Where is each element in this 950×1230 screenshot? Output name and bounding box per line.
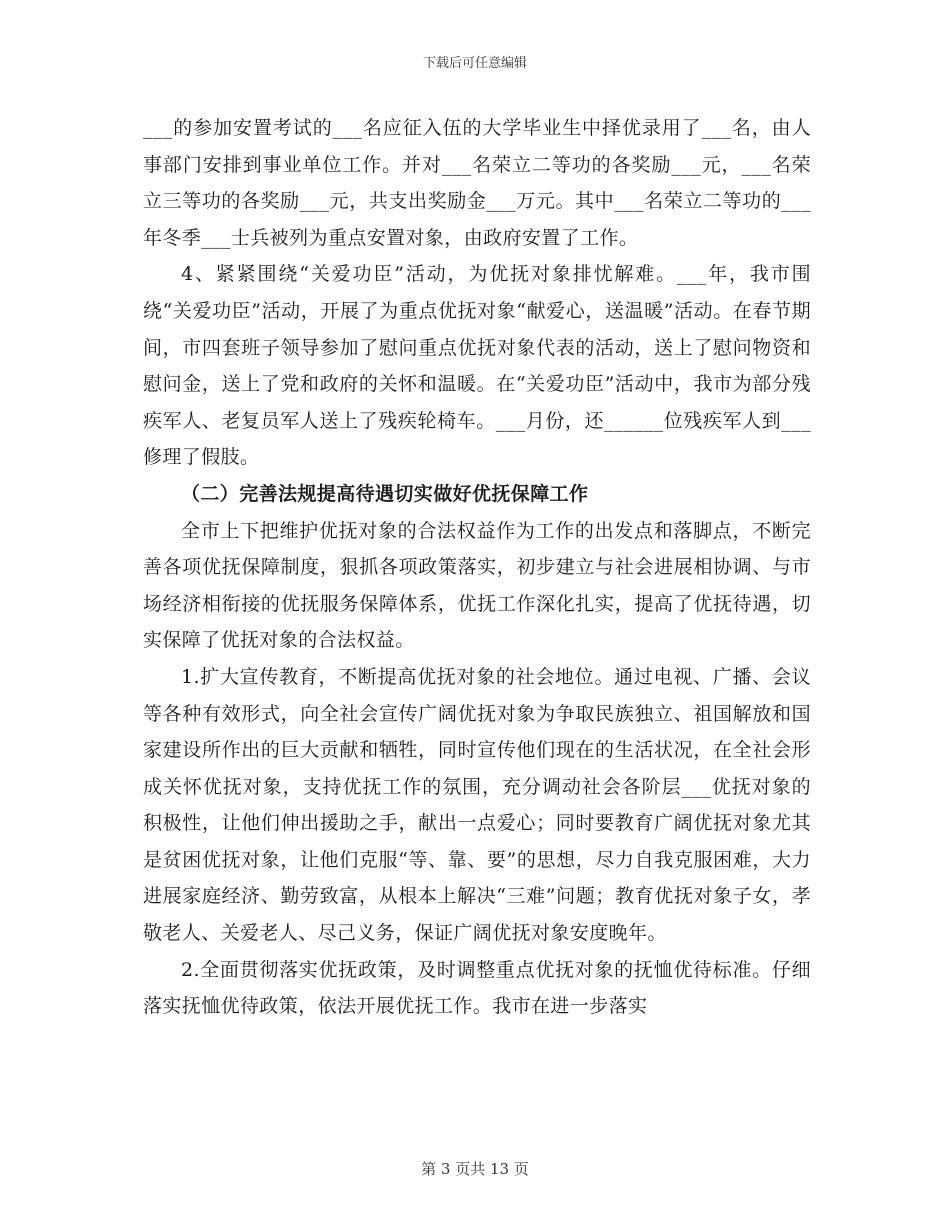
paragraph-1: ___的参加安置考试的___名应征入伍的大学毕业生中择优录用了___名，由人事部门安排到事业单位工作。并对___名荣立二等功的各奖励___元，___名荣立三等功的各奖励___元，共支出奖励金___万元。其中___名荣立二等功的___年冬季___士兵被列为重点安置对象，由政府安置了工作。: [143, 117, 811, 249]
document-body: [143, 110, 811, 1025]
page-number: 第 3 页共 13 页: [421, 1160, 529, 1178]
section-heading: （二）完善法规提高待遇切实做好优抚保障工作: [181, 482, 589, 505]
paragraph-5: 2.全面贯彻落实优抚政策，及时调整重点优抚对象的抚恤优待标准。仔细落实抚恤优待政策，依法开展优抚工作。我市在进一步落实: [143, 958, 811, 1018]
paragraph-2: 4、紧紧围绕“关爱功臣”活动，为优抚对象排忧解难。___年，我市围绕“关爱功臣”活动，开展了为重点优抚对象“献爱心，送温暖”活动。在春节期间，市四套班子领导参加了慰问重点优抚对象代表的活动，送上了慰问物资和慰问金，送上了党和政府的关怀和温暖。在“关爱功臣”活动中，我市为部分残疾军人、老复员军人送上了残疾轮椅车。___月份，还______位残疾军人到___修理了假肢。: [143, 263, 811, 469]
paragraph-3: 全市上下把维护优抚对象的合法权益作为工作的出发点和落脚点，不断完善各项优抚保障制度，狠抓各项政策落实，初步建立与社会进展相协调、与市场经济相衔接的优抚服务保障体系，优抚工作深化扎实，提高了优抚待遇，切实保障了优抚对象的合法权益。: [143, 519, 811, 652]
paragraph-4: 1.扩大宣传教育，不断提高优抚对象的社会地位。通过电视、广播、会议等各种有效形式，向全社会宣传广阔优抚对象为争取民族独立、祖国解放和国家建设所作出的巨大贡献和牺牲，同时宣传他们现在的生活状况，在全社会形成关怀优抚对象，支持优抚工作的氛围，充分调动社会各阶层___优抚对象的积极性，让他们伸出援助之手，献出一点爱心；同时要教育广阔优抚对象尤其是贫困优抚对象，让他们克服“等、靠、要”的思想，尽力自我克服困难，大力进展家庭经济、勤劳致富，从根本上解决“三难”问题；教育优抚对象子女，孝敬老人、关爱老人、尽己义务，保证广阔优抚对象安度晚年。: [143, 665, 811, 945]
header-note: 下载后可任意编辑: [422, 56, 527, 71]
